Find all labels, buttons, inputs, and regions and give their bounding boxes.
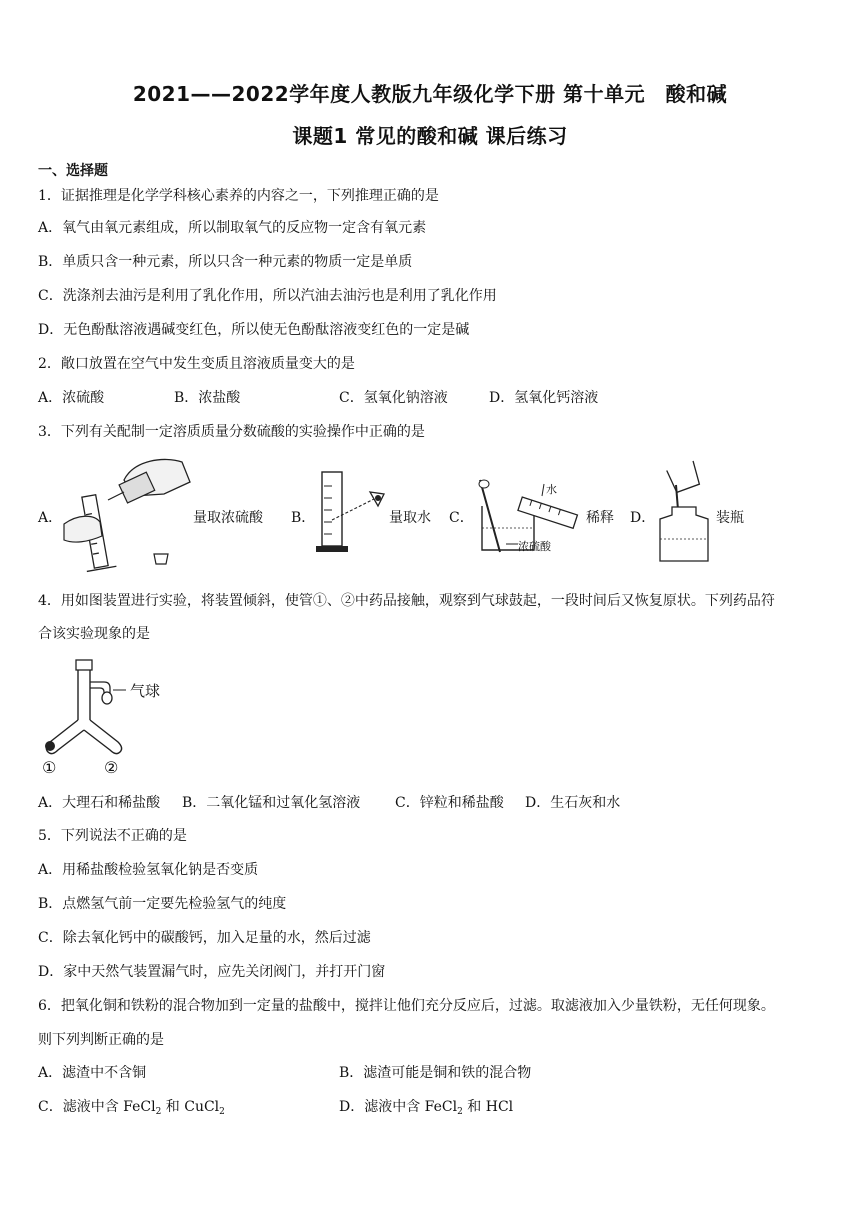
q3-option-c-acid-label: 浓硫酸 bbox=[518, 540, 551, 553]
q1-option-b: B．单质只含一种元素，所以只含一种元素的物质一定是单质 bbox=[38, 254, 413, 270]
q1-option-c: C．洗涤剂去油污是利用了乳化作用，所以汽油去油污也是利用了乳化作用 bbox=[38, 288, 497, 304]
q2-option-d: D．氢氧化钙溶液 bbox=[489, 390, 599, 406]
q6-stem-line-2: 则下列判断正确的是 bbox=[38, 1032, 164, 1048]
tube-2-label: ② bbox=[104, 758, 119, 777]
q6-option-c-text-1: C．滤液中含 FeCl bbox=[38, 1099, 156, 1115]
q6-option-c-text-2: 和 CuCl bbox=[161, 1099, 220, 1115]
balloon-label: 气球 bbox=[130, 682, 161, 700]
q5-option-c: C．除去氧化钙中的碳酸钙，加入足量的水，然后过滤 bbox=[38, 930, 371, 946]
q6-option-d-sub: 2 bbox=[457, 1107, 463, 1117]
q4-stem-line-2: 合该实验现象的是 bbox=[38, 626, 150, 642]
q4-stem-line-1: 4．用如图装置进行实验，将装置倾斜，使管①、②中药品接触，观察到气球鼓起，一段时间后又恢复原状。下列药品符 bbox=[38, 593, 775, 609]
q3-stem: 3．下列有关配制一定溶质质量分数硫酸的实验操作中正确的是 bbox=[38, 424, 425, 440]
section-heading: 一、选择题 bbox=[38, 163, 108, 179]
q3-option-a-letter: A． bbox=[38, 510, 63, 526]
q4-option-c: C．锌粒和稀盐酸 bbox=[395, 795, 504, 811]
measuring-water-figure bbox=[312, 466, 392, 556]
q1-option-a: A．氧气由氧元素组成，所以制取氧气的反应物一定含有氧元素 bbox=[38, 220, 427, 236]
q1-stem: 1．证据推理是化学学科核心素养的内容之一，下列推理正确的是 bbox=[38, 188, 439, 204]
q2-option-a: A．浓硫酸 bbox=[38, 390, 105, 406]
q3-option-a-label: 量取浓硫酸 bbox=[193, 510, 263, 526]
q5-option-b: B．点燃氢气前一定要先检验氢气的纯度 bbox=[38, 896, 287, 912]
q5-option-d: D．家中天然气装置漏气时，应先关闭阀门，并打开门窗 bbox=[38, 964, 386, 980]
q6-option-a: A．滤渣中不含铜 bbox=[38, 1065, 147, 1081]
q6-option-d bbox=[339, 1097, 513, 1122]
q6-stem-line-1: 6．把氧化铜和铁粉的混合物加到一定量的盐酸中，搅拌让他们充分反应后，过滤。取滤液加入少量铁粉，无任何现象。 bbox=[38, 998, 775, 1014]
q2-option-b: B．浓盐酸 bbox=[174, 390, 241, 406]
q4-option-a: A．大理石和稀盐酸 bbox=[38, 795, 161, 811]
q2-option-c: C．氢氧化钠溶液 bbox=[339, 390, 448, 406]
q6-option-d-text-2: 和 HCl bbox=[462, 1099, 514, 1115]
title-line-1: 2021——2022学年度人教版九年级化学下册 第十单元 酸和碱 bbox=[132, 82, 728, 106]
q5-option-a: A．用稀盐酸检验氢氧化钠是否变质 bbox=[38, 862, 259, 878]
q6-option-c-sub-1: 2 bbox=[155, 1107, 162, 1117]
q6-option-d-text-1: D．滤液中含 FeCl bbox=[339, 1099, 458, 1115]
q3-option-b-label: 量取水 bbox=[389, 510, 431, 526]
q1-option-d: D．无色酚酞溶液遇碱变红色，所以使无色酚酞溶液变红色的一定是碱 bbox=[38, 322, 470, 338]
bottling-figure bbox=[654, 463, 714, 563]
q4-option-d: D．生石灰和水 bbox=[525, 795, 621, 811]
q5-stem: 5．下列说法不正确的是 bbox=[38, 828, 187, 844]
measuring-conc-acid-figure bbox=[64, 452, 196, 574]
q3-option-b-letter: B． bbox=[291, 510, 316, 526]
q2-stem: 2．敞口放置在空气中发生变质且溶液质量变大的是 bbox=[38, 356, 355, 372]
q3-option-c-label: 稀释 bbox=[586, 510, 614, 526]
q3-option-c-letter: C． bbox=[449, 510, 474, 526]
q6-option-b: B．滤渣可能是铜和铁的混合物 bbox=[339, 1065, 532, 1081]
q4-option-b: B．二氧化锰和过氧化氢溶液 bbox=[182, 795, 361, 811]
q6-option-c bbox=[38, 1097, 225, 1122]
tube-1-label: ① bbox=[42, 758, 57, 777]
q6-option-c-sub-2: 2 bbox=[219, 1107, 225, 1117]
title-line-2: 课题1 常见的酸和碱 课后练习 bbox=[292, 124, 568, 148]
q3-option-d-label: 装瓶 bbox=[716, 510, 744, 526]
q3-option-c-water-label: 水 bbox=[546, 483, 557, 496]
q3-option-d-letter: D． bbox=[630, 510, 656, 526]
